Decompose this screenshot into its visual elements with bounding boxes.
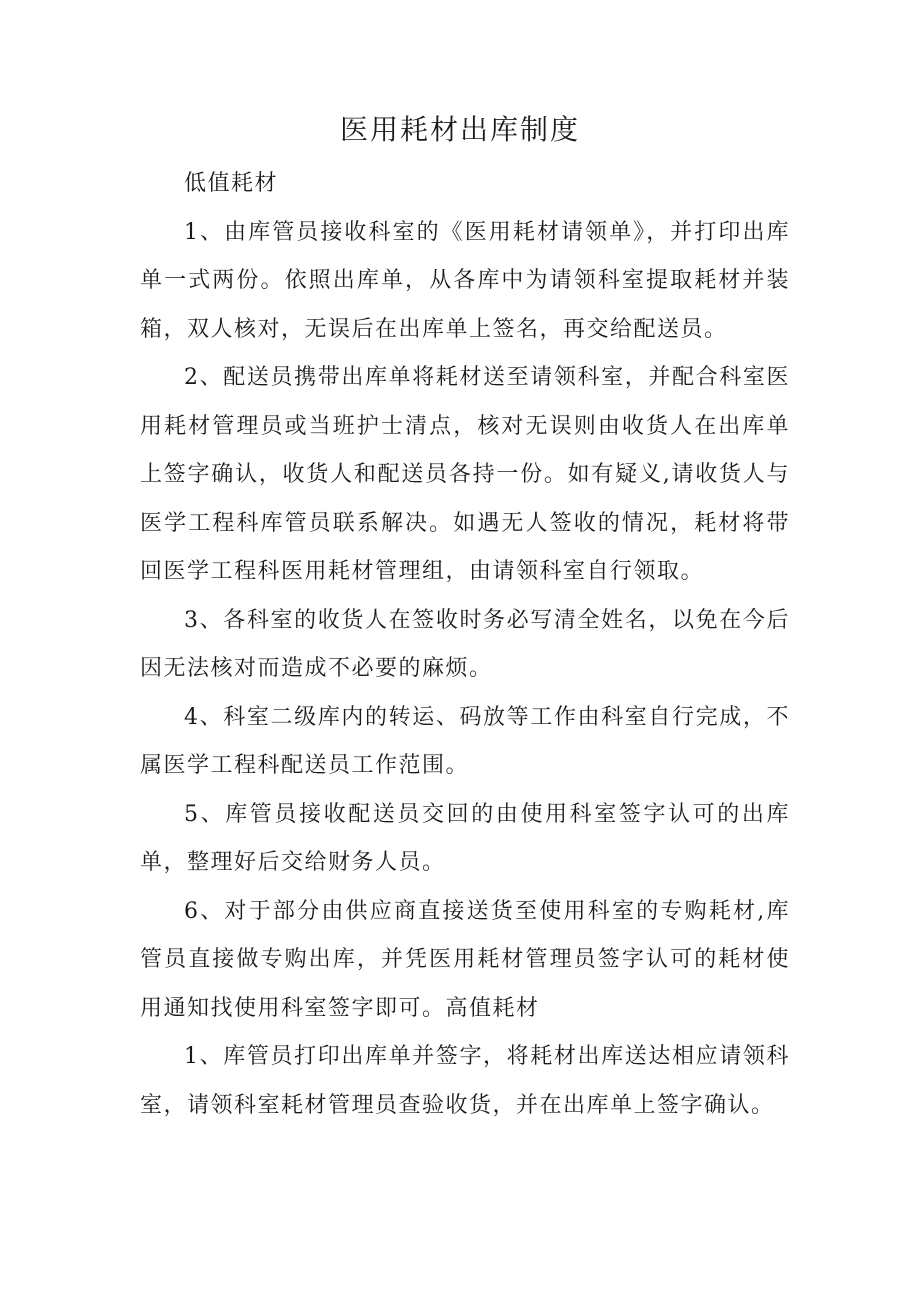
paragraph-6: 6、对于部分由供应商直接送货至使用科室的专购耗材,库管员直接做专购出库，并凭医用耗材管理员签字认可的耗材使用通知找使用科室签字即可。高值耗材 [140, 898, 790, 1021]
paragraph-3: 3、各科室的收货人在签收时务必写清全姓名，以免在今后因无法核对而造成不必要的麻烦。 [140, 607, 790, 681]
section-heading-low-value: 低值耗材 [184, 171, 279, 196]
paragraph-1: 1、由库管员接收科室的《医用耗材请领单》，并打印出库单一式两份。依照出库单，从各库中为请领科室提取耗材并装箱，双人核对，无误后在出库单上签名，再交给配送员。 [140, 219, 790, 342]
paragraph-high-value-1: 1、库管员打印出库单并签字，将耗材出库送达相应请领科室，请领科室耗材管理员查验收货，并在出库单上签字确认。 [140, 1044, 790, 1118]
paragraph-2: 2、配送员携带出库单将耗材送至请领科室，并配合科室医用耗材管理员或当班护士清点，核对无误则由收货人在出库单上签字确认，收货人和配送员各持一份。如有疑义,请收货人与医学工程科库管员联系解决。如遇无人签收的情况，耗材将带回医学工程科医用耗材管理组，由请领科室自行领取。 [140, 365, 790, 584]
paragraph-4: 4、科室二级库内的转运、码放等工作由科室自行完成，不属医学工程科配送员工作范围。 [140, 704, 790, 778]
document-body [140, 160, 790, 1130]
document-title: 医用耗材出库制度 [339, 113, 580, 146]
paragraph-5: 5、库管员接收配送员交回的由使用科室签字认可的出库单，整理好后交给财务人员。 [140, 801, 790, 875]
